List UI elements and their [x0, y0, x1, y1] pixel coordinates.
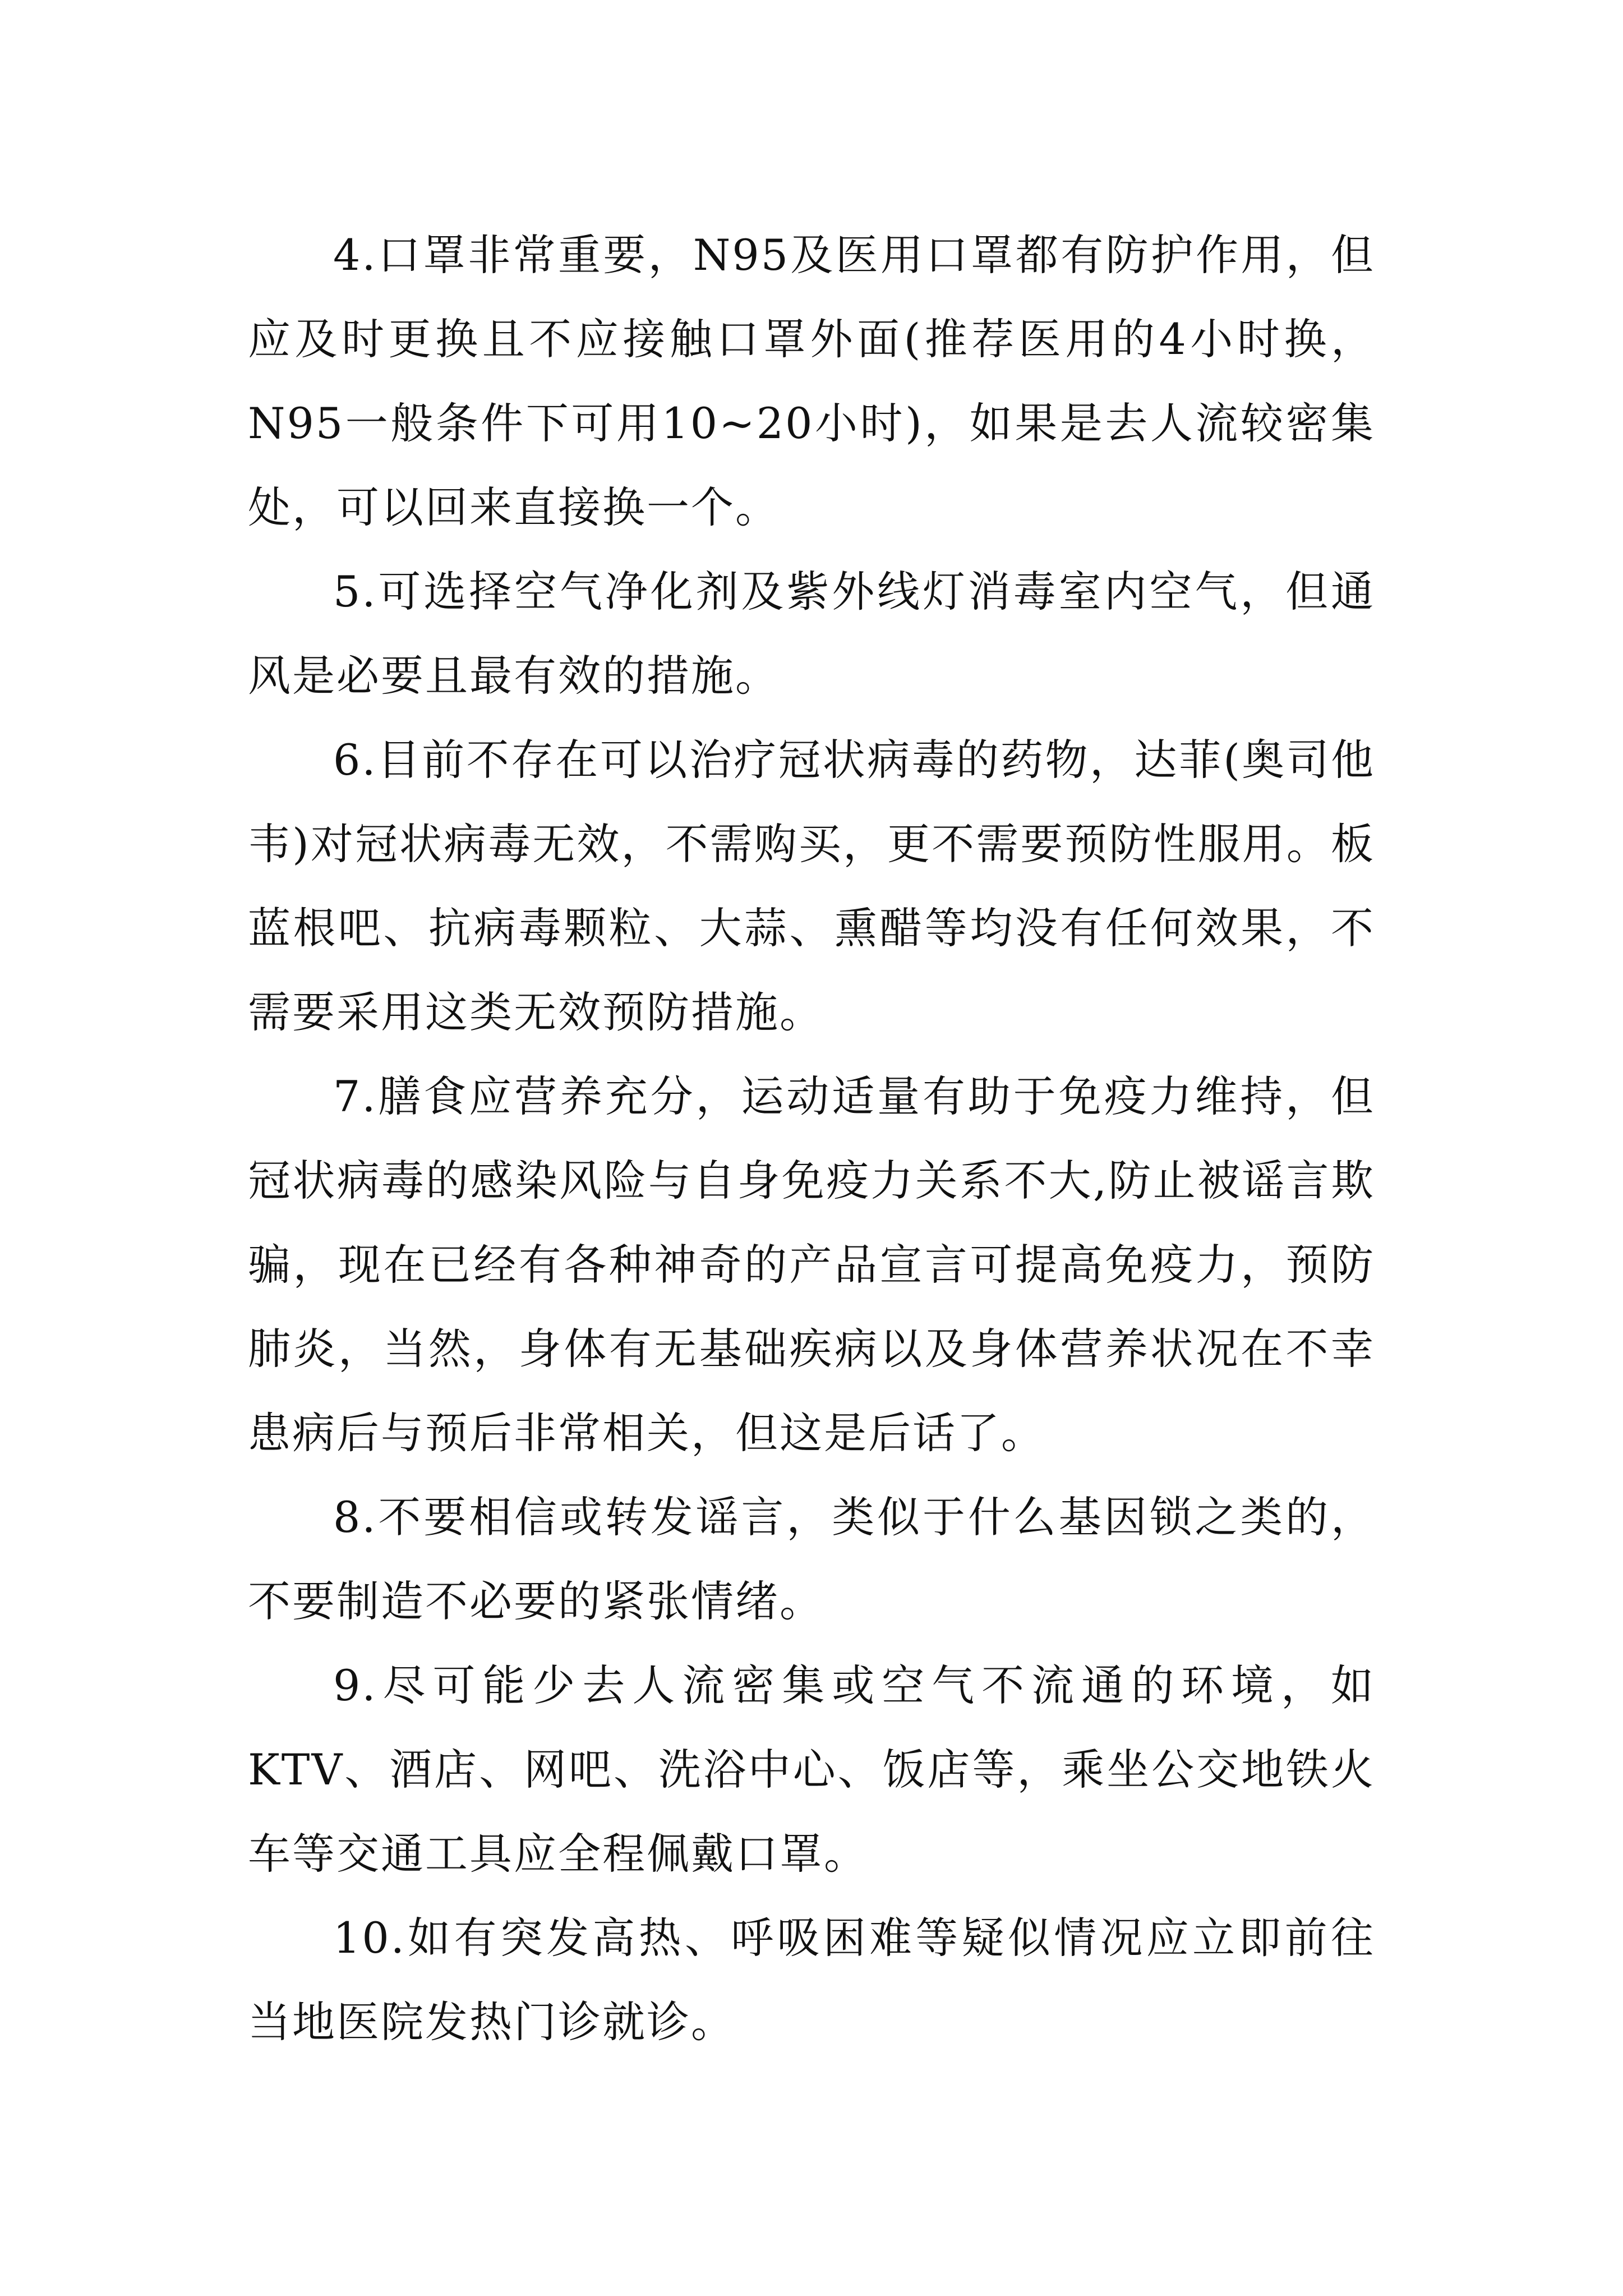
paragraph-item-4: 4.口罩非常重要，N95及医用口罩都有防护作用，但应及时更换且不应接触口罩外面(推荐医用的4小时换，N95一般条件下可用10~20小时)，如果是去人流较密集处，可以回来直接换一个。 [248, 230, 1375, 532]
paragraph-item-8: 8.不要相信或转发谣言，类似于什么基因锁之类的，不要制造不必要的紧张情绪。 [248, 1492, 1375, 1626]
paragraph-item-5: 5.可选择空气净化剂及紫外线灯消毒室内空气，但通风是必要且最有效的措施。 [248, 567, 1375, 701]
paragraph-item-7: 7.膳食应营养充分，运动适量有助于免疫力维持，但冠状病毒的感染风险与自身免疫力关系不大,防止被谣言欺骗，现在已经有各种神奇的产品宣言可提高免疫力，预防肺炎，当然，身体有无基础疾病以及身体营养状况在不幸患病后与预后非常相关，但这是后话了。 [248, 1071, 1375, 1458]
paragraph-item-6: 6.目前不存在可以治疗冠状病毒的药物，达菲(奥司他韦)对冠状病毒无效，不需购买，更不需要预防性服用。板蓝根吧、抗病毒颗粒、大蒜、熏醋等均没有任何效果，不需要采用这类无效预防措施。 [248, 735, 1375, 1037]
document-page [248, 213, 1375, 2064]
paragraph-item-9: 9.尽可能少去人流密集或空气不流通的环境，如KTV、酒店、网吧、洗浴中心、饭店等，乘坐公交地铁火车等交通工具应全程佩戴口罩。 [248, 1660, 1375, 1879]
paragraph-item-10: 10.如有突发高热、呼吸困难等疑似情况应立即前往当地医院发热门诊就诊。 [248, 1913, 1375, 2047]
